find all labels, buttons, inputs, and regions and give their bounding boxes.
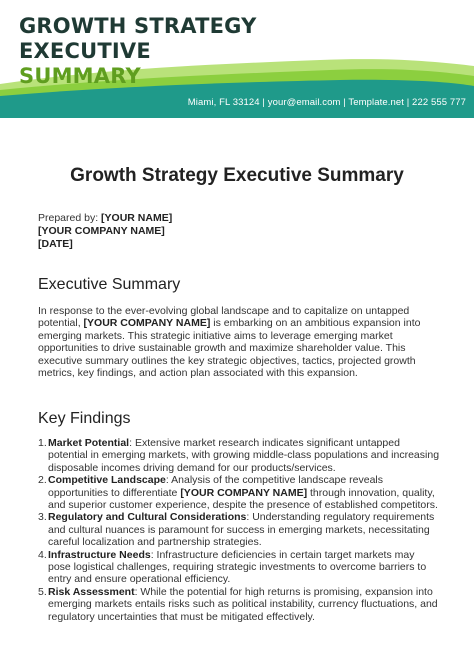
- document-date: [DATE]: [38, 238, 73, 250]
- executive-summary-heading: Executive Summary: [38, 276, 181, 293]
- document-title: Growth Strategy Executive Summary: [70, 165, 404, 186]
- list-number: 3.: [38, 511, 47, 524]
- finding-text: : Extensive market research indicates significant untapped potential in emerging markets, with growing middle-class populations and increasing disposable incomes driving demand for our products/services.: [48, 437, 440, 474]
- finding-label: Competitive Landscape: [48, 474, 166, 487]
- finding-label: Market Potential: [48, 437, 130, 449]
- finding-text: : Infrastructure deficiencies in certain target markets may pose logistical challenges, requiring strategic investments to overcome barriers to entry and ensure operational efficiency.: [48, 548, 427, 586]
- list-item: [38, 474, 440, 511]
- header-title-line1: GROWTH STRATEGY: [19, 14, 257, 38]
- header-banner: [0, 0, 474, 118]
- header-title-line3: SUMMARY: [19, 64, 141, 88]
- finding-text: : Analysis of the competitive landscape reveals opportunities to differentiate: [48, 474, 383, 499]
- list-item: [38, 437, 440, 474]
- summary-text-part2: is embarking on an ambitious expansion into emerging markets. This strategic initiative aims to leverage emerging market opportunities to drive sustainable growth and maximize shareholder value. This executive summary outlines the key strategic objectives, tactics, projected growth metrics, key findings, and action plan associated with this expansion.: [38, 317, 421, 380]
- header-title-line2: EXECUTIVE: [19, 39, 151, 63]
- summary-company-name: [YOUR COMPANY NAME]: [83, 317, 211, 330]
- list-item: [38, 549, 440, 586]
- list-item: [38, 586, 440, 623]
- prepared-by-block: [38, 212, 172, 251]
- prepared-label: Prepared by:: [38, 212, 102, 224]
- summary-text-part1: In response to the ever-evolving global landscape and to capitalize on untapped potential,: [38, 305, 410, 330]
- finding-label: Risk Assessment: [48, 585, 135, 598]
- finding-company-name: [YOUR COMPANY NAME]: [180, 486, 308, 499]
- contact-info: Miami, FL 33124 | your@email.com | Template.net | 222 555 777: [187, 97, 466, 108]
- finding-label: Infrastructure Needs: [48, 548, 151, 561]
- key-findings-heading: Key Findings: [38, 410, 131, 427]
- company-name: [YOUR COMPANY NAME]: [38, 225, 165, 237]
- list-number: 5.: [38, 585, 47, 598]
- list-number: 4.: [38, 548, 47, 561]
- finding-text: : Understanding regulatory requirements and cultural nuances is paramount for success in emerging markets, necessitating careful localization and partnership strategies.: [48, 511, 435, 549]
- list-number: 1.: [38, 437, 47, 449]
- finding-label: Regulatory and Cultural Considerations: [48, 511, 247, 524]
- author-name: [YOUR NAME]: [101, 212, 173, 224]
- key-findings-list: [38, 437, 440, 623]
- finding-text: through innovation, quality, and superior customer experience, despite the presence of established competitors.: [48, 486, 438, 512]
- executive-summary-text: [38, 305, 438, 379]
- list-item: [38, 511, 440, 548]
- list-number: 2.: [38, 474, 47, 487]
- header-title: [19, 14, 257, 89]
- finding-text: : While the potential for high returns is promising, expansion into emerging markets entails risks such as political instability, currency fluctuations, and regulatory uncertainties that must be mitigated effectively.: [48, 585, 438, 623]
